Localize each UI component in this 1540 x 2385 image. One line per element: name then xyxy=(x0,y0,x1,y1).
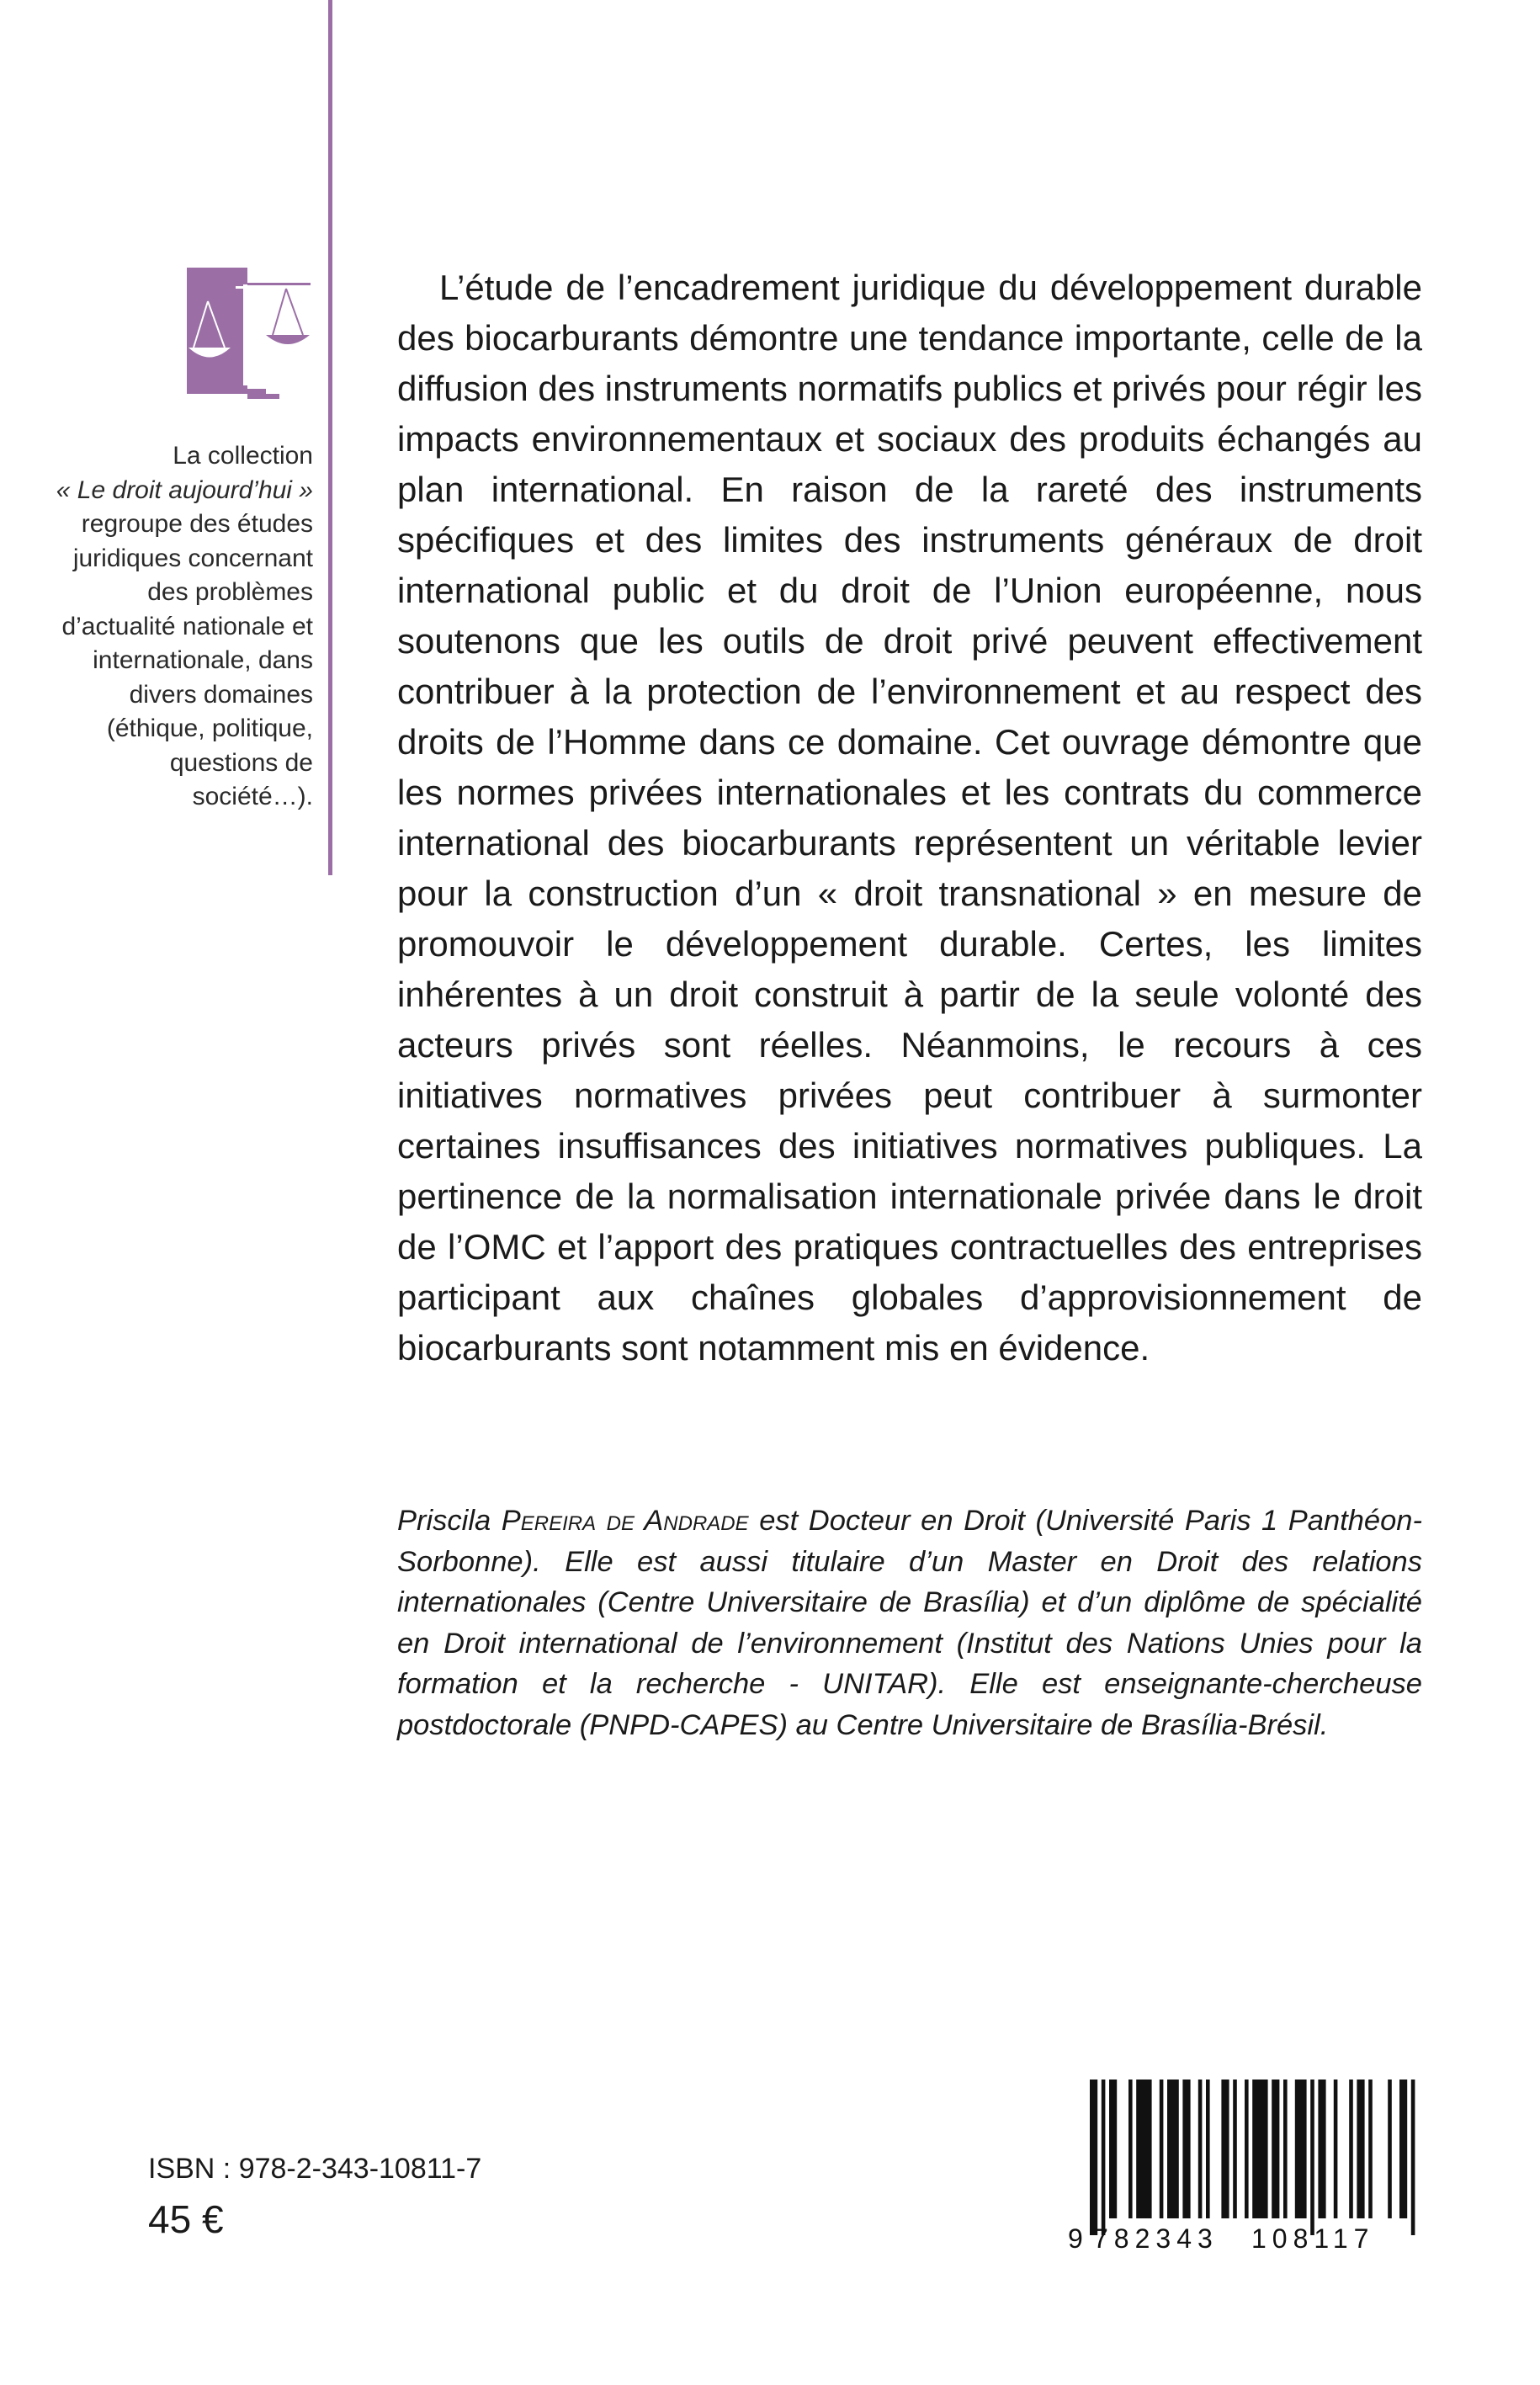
barcode-bar xyxy=(1349,2080,1353,2218)
barcode-bar xyxy=(1310,2080,1314,2235)
barcode-first-digit: 9 xyxy=(1068,2223,1083,2252)
author-biography xyxy=(397,1501,1422,1745)
barcode-bar xyxy=(1318,2080,1325,2218)
barcode-bar xyxy=(1252,2080,1267,2218)
book-summary: L’étude de l’encadrement juridique du développement durable des biocarburants démontre une tendance importante, celle de la diffusion des instruments normatifs publics et privés pour régir les impacts environnementaux et sociaux des produits échangés au plan international. En raison de la rareté des instruments spécifiques et des limites des instruments généraux de droit international public et du droit de l’Union européenne, nous soutenons que les outils de droit privé peuvent effectivement contribuer à la protection de l’environnement et au respect des droits de l’Homme dans ce domaine. Cet ouvrage démontre que les normes privées internationales et les contrats du commerce international des biocarburants représentent un véritable levier pour la construction d’un « droit transnational » en mesure de promouvoir le développement durable. Certes, les limites inhérentes à un droit construit à partir de la seule volonté des acteurs privés sont réelles. Néanmoins, le recours à ces initiatives normatives privées peut contribuer à surmonter certaines insuffisances des initiatives normatives publiques. La pertinence de la normalisation internationale privée dans le droit de l’OMC et l’apport des pratiques contractuelles des entreprises participant aux chaînes globales d’approvisionnement de biocarburants sont notamment mis en évidence. xyxy=(397,268,1422,1368)
barcode-bar xyxy=(1128,2080,1133,2218)
barcode-bar xyxy=(1198,2080,1203,2218)
barcode-bar xyxy=(1388,2080,1392,2218)
collection-text: regroupe des études juridiques concernant des problèmes d’actualité nationale et internationale, dans divers domaines (éthique, politique, questions de société…). xyxy=(61,510,313,810)
barcode-bar xyxy=(1109,2080,1117,2218)
barcode-bar xyxy=(1136,2080,1151,2218)
barcode-bar xyxy=(1283,2080,1288,2218)
barcode-bar xyxy=(1272,2080,1279,2218)
price-label: 45 € xyxy=(148,2197,224,2241)
scales-of-justice-icon xyxy=(187,268,317,402)
collection-description xyxy=(50,439,313,815)
barcode-bar xyxy=(1182,2080,1190,2218)
barcode-bar xyxy=(1206,2080,1210,2218)
collection-intro: La collection xyxy=(173,442,313,470)
isbn-label: ISBN : 978-2-343-10811-7 xyxy=(148,2153,482,2185)
barcode-group-2: 108117 xyxy=(1251,2223,1375,2252)
collection-series-title: « Le droit aujourd’hui » xyxy=(56,475,313,504)
barcode-bar xyxy=(1167,2080,1179,2218)
ean-barcode xyxy=(1065,2080,1426,2252)
barcode-group-1: 782343 xyxy=(1093,2223,1219,2252)
accent-vertical-rule xyxy=(328,0,332,875)
author-last-name: Pereira de Andrade xyxy=(501,1505,749,1537)
author-bio-text: est Docteur en Droit (Université Paris 1 Panthéon-Sorbonne). Elle est aussi titulaire d’un Master en Droit des relations internationales (Centre Universitaire de Brasília) et d’un diplôme de spécialité en Droit international de l’environnement (Institut des Nations Unies pour la formation et la recherche - UNITAR). Elle est enseignante-chercheuse postdoctorale (PNPD-CAPES) au Centre Universitaire de Brasília-Brésil. xyxy=(397,1505,1422,1741)
barcode-bar xyxy=(1102,2080,1106,2235)
barcode-bar xyxy=(1160,2080,1164,2218)
barcode-bar xyxy=(1221,2080,1229,2218)
barcode-bar xyxy=(1233,2080,1237,2218)
barcode-bar xyxy=(1368,2080,1373,2218)
barcode-bar xyxy=(1399,2080,1407,2218)
barcode-bar xyxy=(1334,2080,1338,2218)
barcode-bar xyxy=(1411,2080,1415,2235)
barcode-bar xyxy=(1245,2080,1249,2218)
author-first-name: Priscila xyxy=(397,1505,491,1537)
barcode-bar xyxy=(1357,2080,1364,2218)
barcode-bar xyxy=(1295,2080,1307,2218)
barcode-bar xyxy=(1090,2080,1097,2235)
